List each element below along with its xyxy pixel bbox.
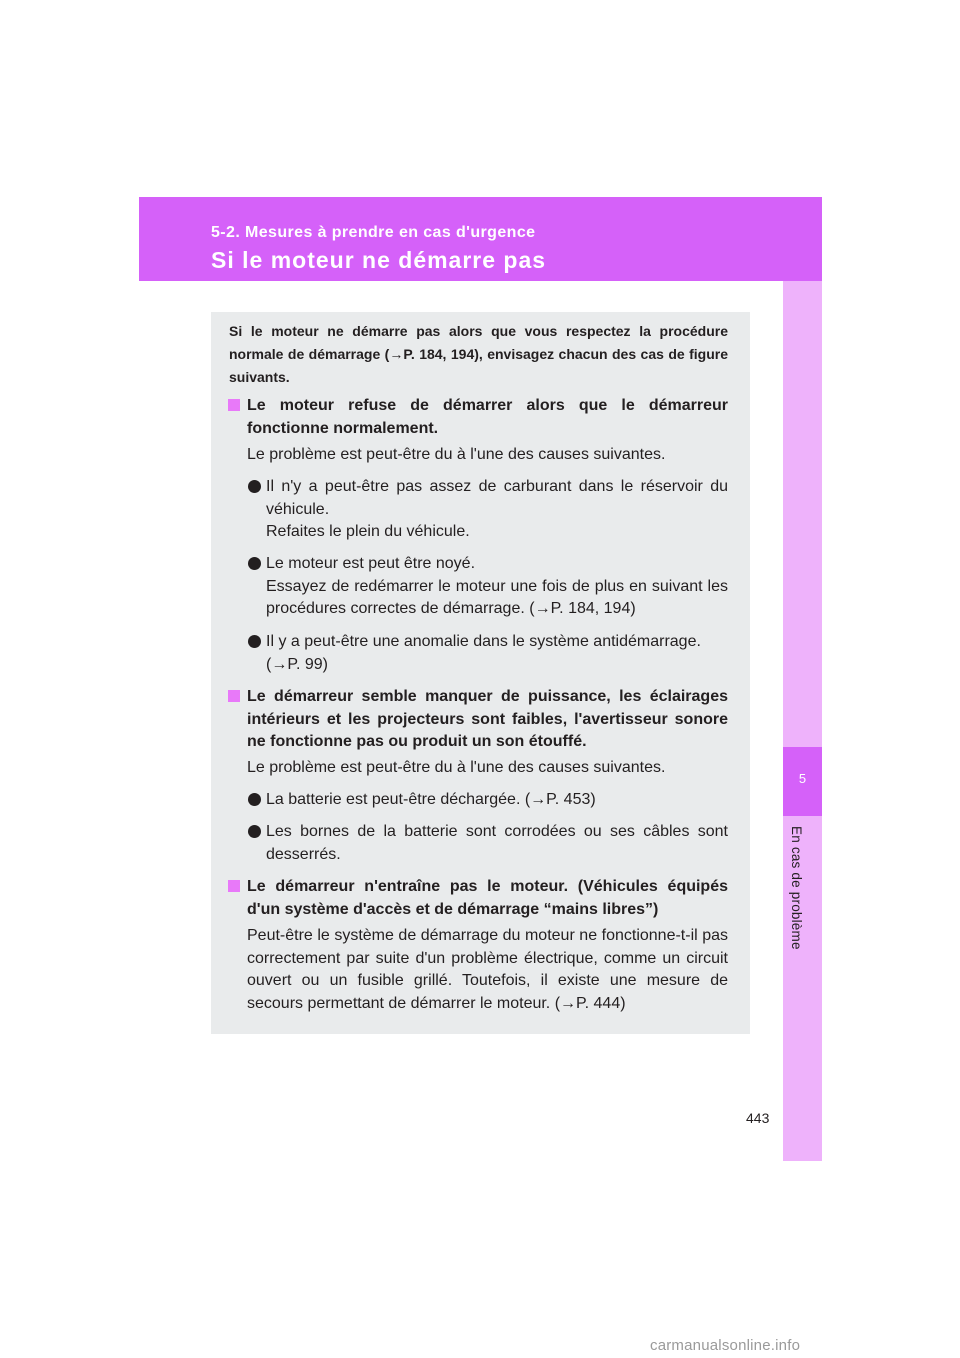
list-item-text: Le moteur est peut être noyé.: [266, 555, 476, 572]
page-title: Si le moteur ne démarre pas: [211, 247, 547, 273]
list-item-text: La batterie est peut-être déchargée. (→P. 453): [266, 791, 596, 808]
page-number: 443: [746, 1110, 770, 1126]
section-heading-text: Le démarreur semble manquer de puissance, les éclairages intérieurs et les projecteurs sont faibles, l'avertisseur sonore ne fonctionne pas ou produit un son étouffé.: [247, 688, 728, 750]
list-item: [266, 553, 728, 621]
section-heading: [247, 395, 728, 440]
square-bullet-icon: [228, 690, 240, 702]
chapter-number-tab: [783, 747, 822, 816]
bullet-dot-icon: [248, 557, 261, 570]
section-heading-text: Le démarreur n'entraîne pas le moteur. (Véhicules équipés d'un système d'accès et de démarrage “mains libres”): [247, 878, 728, 918]
list-item-text: Il y a peut-être une anomalie dans le système antidémarrage.: [266, 633, 701, 650]
chapter-side-tab: [783, 281, 822, 1161]
bullet-dot-icon: [248, 793, 261, 806]
list-item-text: Refaites le plein du véhicule.: [266, 523, 470, 540]
chapter-side-label: En cas de problème: [789, 826, 804, 950]
list-item: [266, 476, 728, 544]
square-bullet-icon: [228, 880, 240, 892]
section-heading: [247, 686, 728, 754]
content-box: [211, 312, 750, 1034]
list-item: [266, 821, 728, 866]
section-body: Peut-être le système de démarrage du moteur ne fonctionne-t-il pas correctement par suite d'un problème électrique, comme un circuit ouvert ou un fusible grillé. Toutefois, il existe une mesure de secours permettant de démarrer le moteur. (→P. 444): [247, 927, 728, 1012]
bullet-dot-icon: [248, 635, 261, 648]
square-bullet-icon: [228, 399, 240, 411]
chapter-number: 5: [798, 771, 807, 786]
list-item: [266, 789, 728, 812]
list-item-text: Essayez de redémarrer le moteur une fois de plus en suivant les procédures correctes de démarrage. (→P. 184, 194): [266, 577, 728, 617]
section-label: 5-2. Mesures à prendre en cas d'urgence: [211, 224, 536, 241]
list-item-text: (→P. 99): [266, 655, 328, 673]
list-item-text: Il n'y a peut-être pas assez de carburant dans le réservoir du véhicule.: [266, 478, 728, 518]
list-item: [266, 631, 728, 676]
section-heading-text: Le moteur refuse de démarrer alors que le démarreur fonctionne normalement.: [247, 397, 728, 437]
footer-watermark: carmanualsonline.info: [650, 1337, 801, 1354]
bullet-dot-icon: [248, 825, 261, 838]
bullet-dot-icon: [248, 480, 261, 493]
section-body: Le problème est peut-être du à l'une des causes suivantes.: [247, 759, 666, 776]
section-body: Le problème est peut-être du à l'une des causes suivantes.: [247, 446, 666, 463]
section-heading: [247, 876, 728, 921]
chapter-header: [139, 197, 822, 281]
list-item-text: Les bornes de la batterie sont corrodées ou ses câbles sont desserrés.: [266, 823, 728, 863]
intro-paragraph: Si le moteur ne démarre pas alors que vous respectez la procédure normale de démarrage (→P. 184, 194), envisagez chacun des cas de figure suivants.: [229, 323, 728, 385]
